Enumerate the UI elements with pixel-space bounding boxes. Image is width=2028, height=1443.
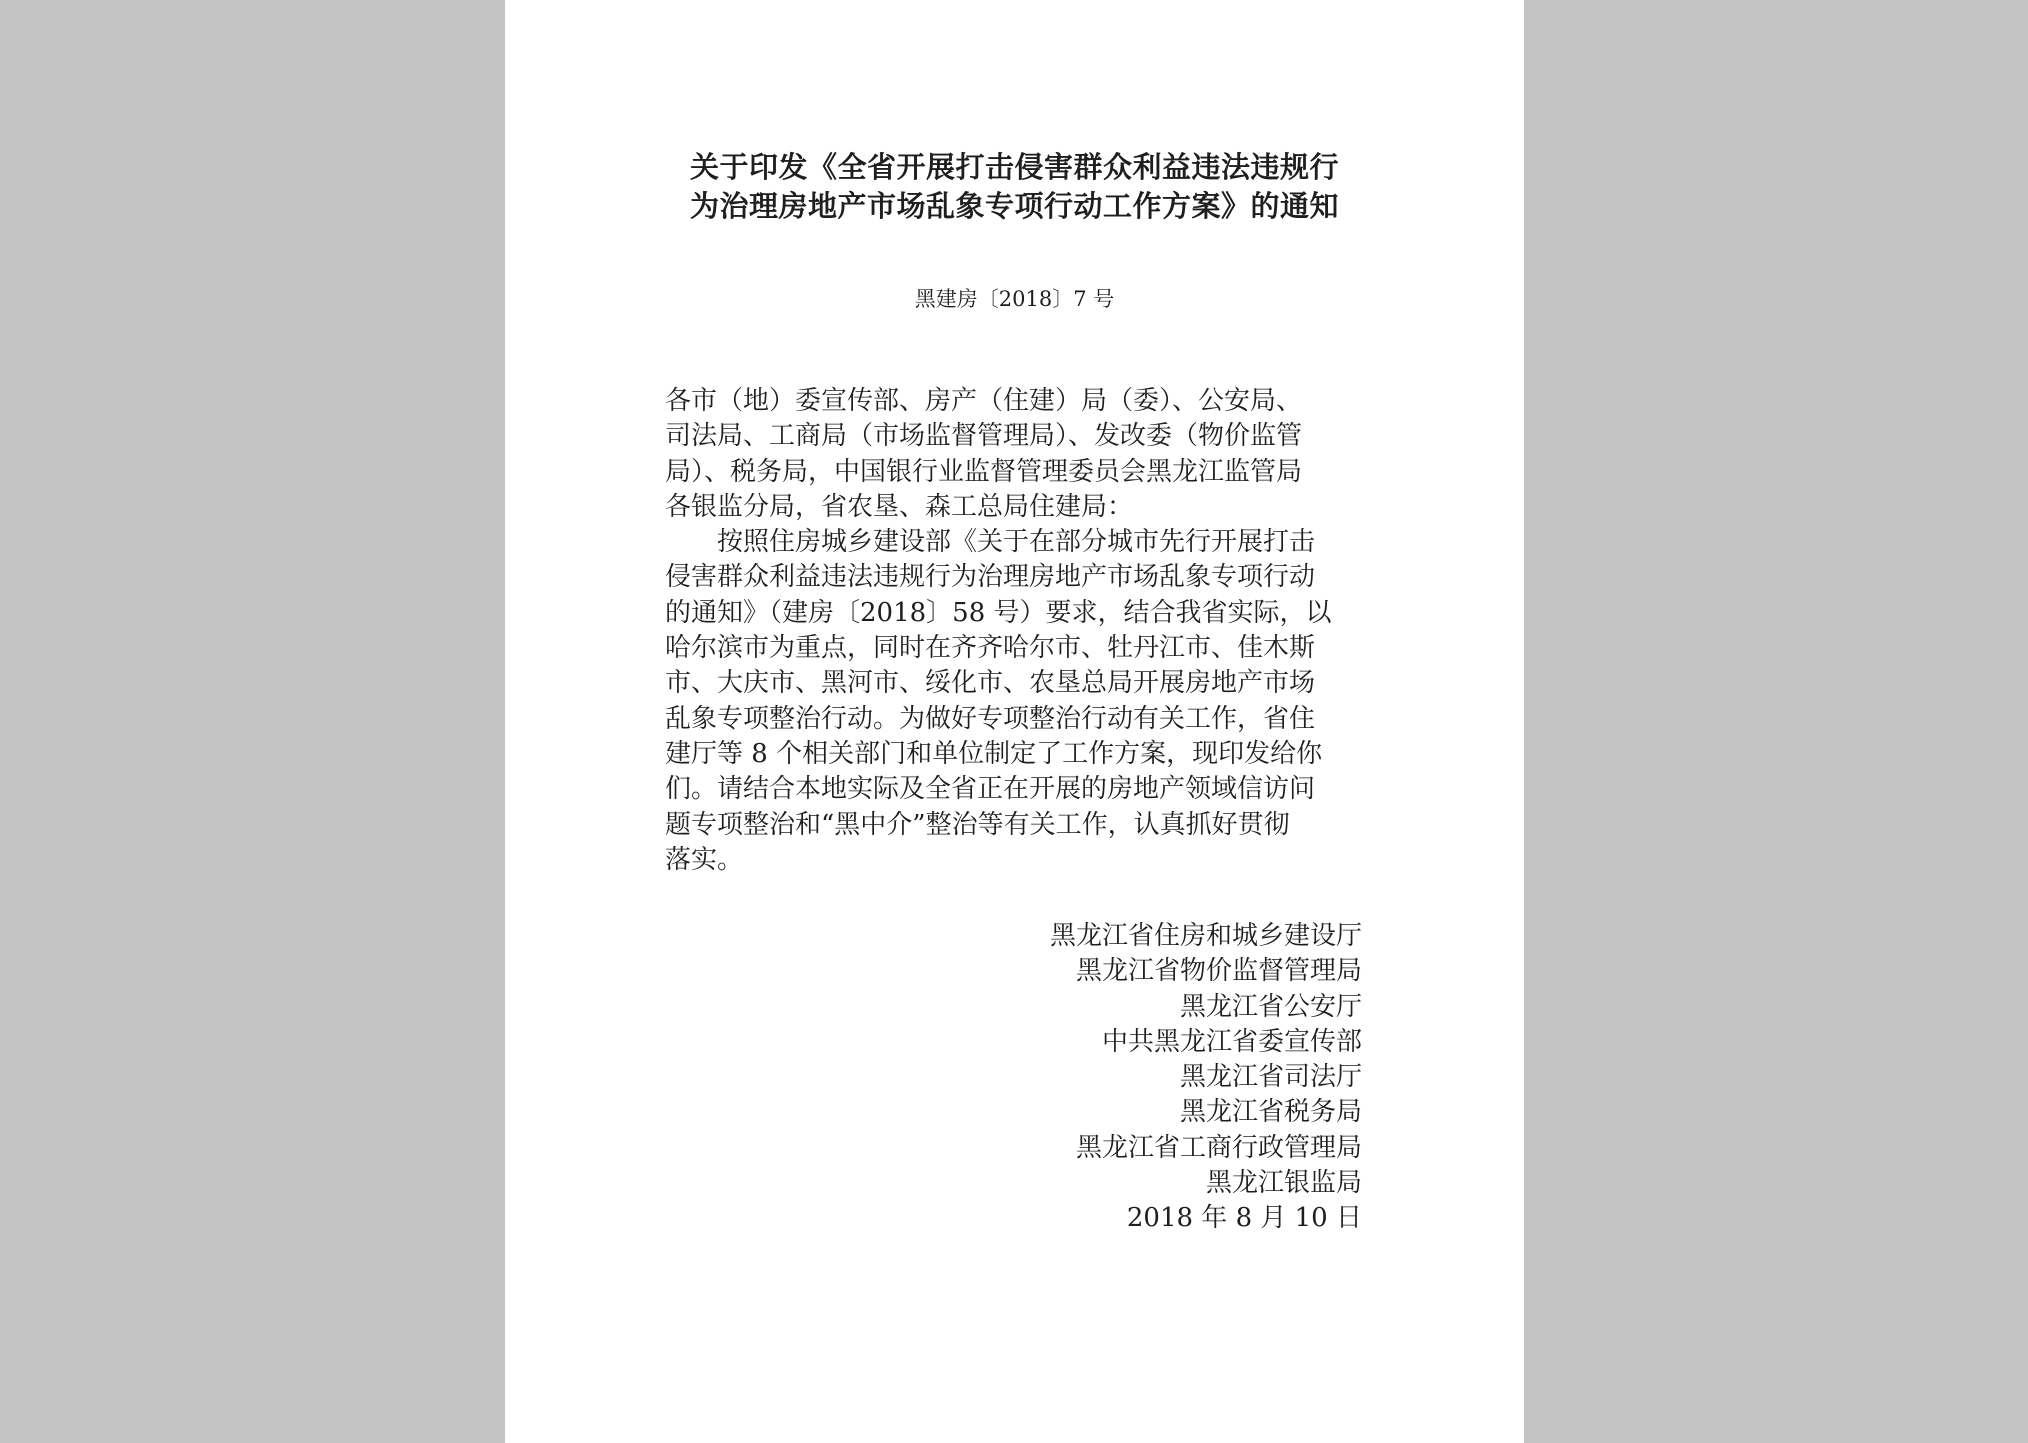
body-line: 按照住房城乡建设部《关于在部分城市先行开展打击 (717, 527, 1316, 558)
body-line: 哈尔滨市为重点，同时在齐齐哈尔市、牡丹江市、佳木斯 (665, 633, 1316, 664)
document-date: 2018 年 8 月 10 日 (1126, 1203, 1362, 1234)
document-page (505, 0, 1524, 1443)
signatory: 黑龙江省税务局 (1179, 1097, 1362, 1128)
signatory: 黑龙江省住房和城乡建设厅 (1049, 921, 1362, 951)
body-line: 的通知》（建房〔2018〕58 号）要求，结合我省实际，以 (665, 597, 1332, 628)
signatory: 中共黑龙江省委宣传部 (1101, 1026, 1362, 1057)
signatories-block (1050, 919, 1362, 1237)
body-line: 乱象专项整治行动。为做好专项整治行动有关工作，省住 (665, 703, 1316, 734)
signatory: 黑龙江省物价监督管理局 (1075, 956, 1362, 987)
signatory: 黑龙江银监局 (1205, 1168, 1362, 1199)
signatory: 黑龙江省工商行政管理局 (1075, 1132, 1362, 1163)
signatory: 黑龙江省公安厅 (1179, 991, 1362, 1022)
body-line: 各市（地）委宣传部、房产（住建）局（委）、公安局、 (665, 386, 1303, 416)
body-line: 题专项整治和“黑中介”整治等有关工作，认真抓好贯彻 (665, 809, 1290, 840)
body-line: 局）、税务局，中国银行业监督管理委员会黑龙江监管局 (665, 456, 1303, 487)
document-title (505, 148, 1524, 226)
body-line: 们。请结合本地实际及全省正在开展的房地产领域信访问 (665, 774, 1316, 805)
body-line: 侵害群众利益违法违规行为治理房地产市场乱象专项行动 (665, 562, 1316, 593)
body-line: 各银监分局，省农垦、森工总局住建局： (665, 491, 1134, 522)
title-line: 为治理房地产市场乱象专项行动工作方案》的通知 (689, 189, 1339, 223)
document-number: 黑建房〔2018〕7 号 (914, 287, 1115, 311)
title-line: 关于印发《全省开展打击侵害群众利益违法违规行 (689, 150, 1339, 184)
body-line: 落实。 (665, 844, 744, 875)
body-line: 建厅等 8 个相关部门和单位制定了工作方案，现印发给你 (665, 738, 1323, 769)
body-line: 市、大庆市、黑河市、绥化市、农垦总局开展房地产市场 (665, 668, 1316, 699)
signatory: 黑龙江省司法厅 (1179, 1062, 1362, 1093)
body-line: 司法局、工商局（市场监督管理局）、发改委（物价监管 (665, 421, 1303, 452)
document-body (665, 384, 1365, 878)
